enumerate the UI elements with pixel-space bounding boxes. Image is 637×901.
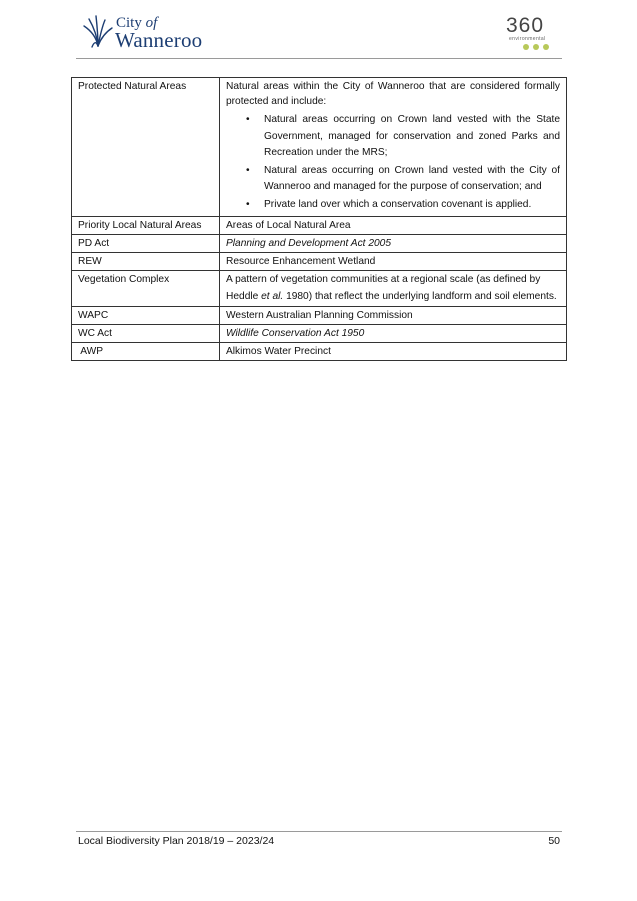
term-cell: PD Act xyxy=(72,235,220,253)
definition-cell: Areas of Local Natural Area xyxy=(220,217,567,235)
header-divider xyxy=(76,58,562,59)
table-row xyxy=(72,235,567,253)
definition-text: Planning and Development Act 2005 xyxy=(226,238,391,249)
term-cell: WAPC xyxy=(72,307,220,325)
table-row xyxy=(72,217,567,235)
term-cell: WC Act xyxy=(72,325,220,343)
term-cell: Priority Local Natural Areas xyxy=(72,217,220,235)
definition-text: Natural areas within the City of Wanneroo that are considered formally protected and include: xyxy=(226,81,560,107)
table-row xyxy=(72,271,567,307)
logo-dot-icon xyxy=(543,44,549,50)
list-item: • Natural areas occurring on Crown land vested with the City of Wanneroo and managed for the purpose of conservation; and xyxy=(246,164,560,192)
term-cell: REW xyxy=(72,253,220,271)
footer-document-title: Local Biodiversity Plan 2018/19 – 2023/24 xyxy=(78,835,275,847)
definition-cell: Alkimos Water Precinct xyxy=(220,343,567,361)
definition-cell xyxy=(220,325,567,343)
bullet-list xyxy=(226,112,560,213)
logo-city-of-text: City of xyxy=(116,15,158,31)
table-row xyxy=(72,307,567,325)
definition-cell: Western Australian Planning Commission xyxy=(220,307,567,325)
table-row xyxy=(72,343,567,361)
page-number: 50 xyxy=(548,835,560,847)
list-item: • Natural areas occurring on Crown land vested with the State Government, managed for conservation and zoned Parks and Recreation under the MRS; xyxy=(246,114,560,158)
definition-cell xyxy=(220,78,567,217)
logo-360-number: 360 xyxy=(506,14,545,37)
definition-cell xyxy=(220,235,567,253)
logo-360-subtitle: environmental xyxy=(509,36,546,42)
table-row xyxy=(72,78,567,217)
bullet-icon: • xyxy=(246,198,250,210)
banksia-icon xyxy=(82,14,116,48)
term-cell: Vegetation Complex xyxy=(72,271,220,307)
definitions-table xyxy=(71,77,567,361)
bullet-icon: • xyxy=(246,114,250,125)
definition-cell: A pattern of vegetation communities at a regional scale (as defined by Heddle et al. 1980) that reflect the underlying landform and soil elements. xyxy=(220,271,567,307)
definition-text: Wildlife Conservation Act 1950 xyxy=(226,328,365,339)
bullet-icon: • xyxy=(246,164,250,176)
logo-dot-icon xyxy=(533,44,539,50)
table-row xyxy=(72,325,567,343)
logo-dot-icon xyxy=(523,44,529,50)
360-environmental-logo xyxy=(506,14,566,50)
table-row xyxy=(72,253,567,271)
city-of-wanneroo-logo xyxy=(82,14,212,50)
footer-divider xyxy=(76,831,562,832)
term-cell: AWP xyxy=(72,343,220,361)
term-cell: Protected Natural Areas xyxy=(72,78,220,217)
list-item: • Private land over which a conservation covenant is applied. xyxy=(264,197,560,214)
logo-wanneroo-text: Wanneroo xyxy=(115,28,203,52)
definition-cell: Resource Enhancement Wetland xyxy=(220,253,567,271)
